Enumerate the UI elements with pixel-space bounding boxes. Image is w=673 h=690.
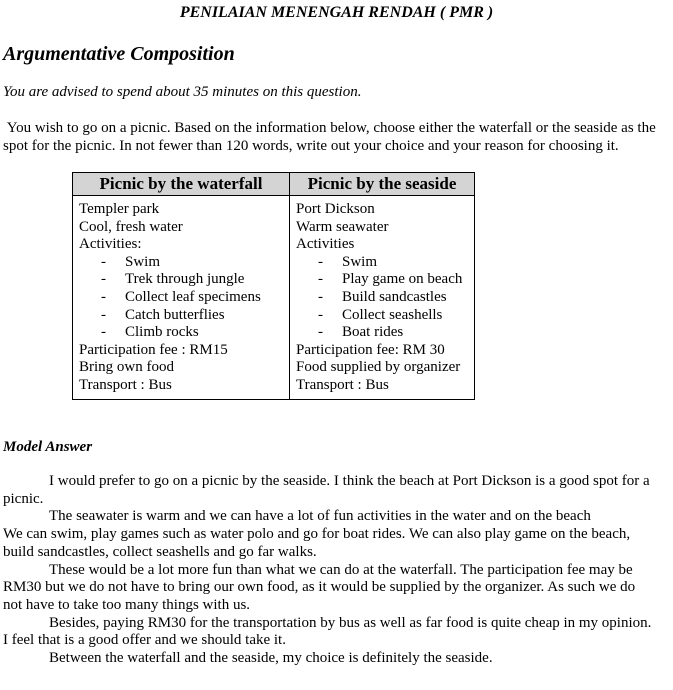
waterfall-place: Templer park <box>79 201 160 217</box>
waterfall-food: Bring own food <box>79 359 174 376</box>
answer-paragraph: We can swim, play games such as water polo and go for boat rides. We can also play game on the beach, build sandcastles, collect seashells and go far walks. <box>3 526 631 560</box>
waterfall-heading: Picnic by the waterfall <box>73 173 290 196</box>
answer-paragraph: Between the waterfall and the seaside, my choice is definitely the seaside. <box>49 650 493 667</box>
waterfall-activities-label: Activities: <box>79 236 142 253</box>
seaside-place: Port Dickson <box>296 201 375 217</box>
waterfall-activity: - Climb rocks <box>101 324 199 341</box>
waterfall-activity: - Swim <box>101 253 161 270</box>
waterfall-details <box>73 196 290 400</box>
seaside-activity: - Swim <box>318 253 378 270</box>
answer-paragraph: I would prefer to go on a picnic by the seaside. I think the beach at Port Dickson is a good spot for a picnic. <box>3 473 650 507</box>
seaside-activity: - Play game on beach <box>318 271 463 288</box>
seaside-transport: Transport : Bus <box>296 376 389 393</box>
time-advice: You are advised to spend about 35 minutes on this question. <box>3 84 362 100</box>
seaside-activity: - Boat rides <box>318 324 404 341</box>
waterfall-activity: - Catch butterflies <box>101 306 225 323</box>
answer-paragraph: The seawater is warm and we can have a lot of fun activities in the water and on the beach <box>49 508 591 525</box>
seaside-activity: - Build sandcastles <box>318 288 447 305</box>
seaside-activities-label: Activities <box>296 236 355 253</box>
seaside-activity: - Collect seashells <box>318 306 443 323</box>
answer-paragraph: Besides, paying RM30 for the transportation by bus as well as far food is quite cheap in my opinion. I feel that is a good offer and we should take it. <box>3 614 652 649</box>
waterfall-fee: Participation fee : RM15 <box>79 341 228 358</box>
seaside-heading: Picnic by the seaside <box>290 173 475 196</box>
waterfall-activity: - Trek through jungle <box>101 271 245 288</box>
exam-header: PENILAIAN MENENGAH RENDAH ( PMR ) <box>179 4 494 21</box>
picnic-options-table <box>72 172 475 400</box>
waterfall-water: Cool, fresh water <box>79 218 183 235</box>
seaside-fee: Participation fee: RM 30 <box>296 341 445 358</box>
answer-paragraph: These would be a lot more fun than what we can do at the waterfall. The participation fee may be RM30 but we do not have to bring our own food, as it would be supplied by the organizer. As such we do not have to take too many things with us. <box>3 561 636 613</box>
seaside-details <box>290 196 475 400</box>
seaside-water: Warm seawater <box>296 218 389 235</box>
model-answer-label: Model Answer <box>3 439 93 455</box>
seaside-food: Food supplied by organizer <box>296 359 461 376</box>
question-instructions: You wish to go on a picnic. Based on the information below, choose either the waterfall or the seaside as the spot for the picnic. In not fewer than 120 words, write out your choice and your reason for choosing it. <box>3 120 660 154</box>
page-title: Argumentative Composition <box>3 43 235 65</box>
waterfall-activity: - Collect leaf specimens <box>101 288 261 305</box>
waterfall-transport: Transport : Bus <box>79 376 172 393</box>
model-answer-body <box>3 473 655 668</box>
